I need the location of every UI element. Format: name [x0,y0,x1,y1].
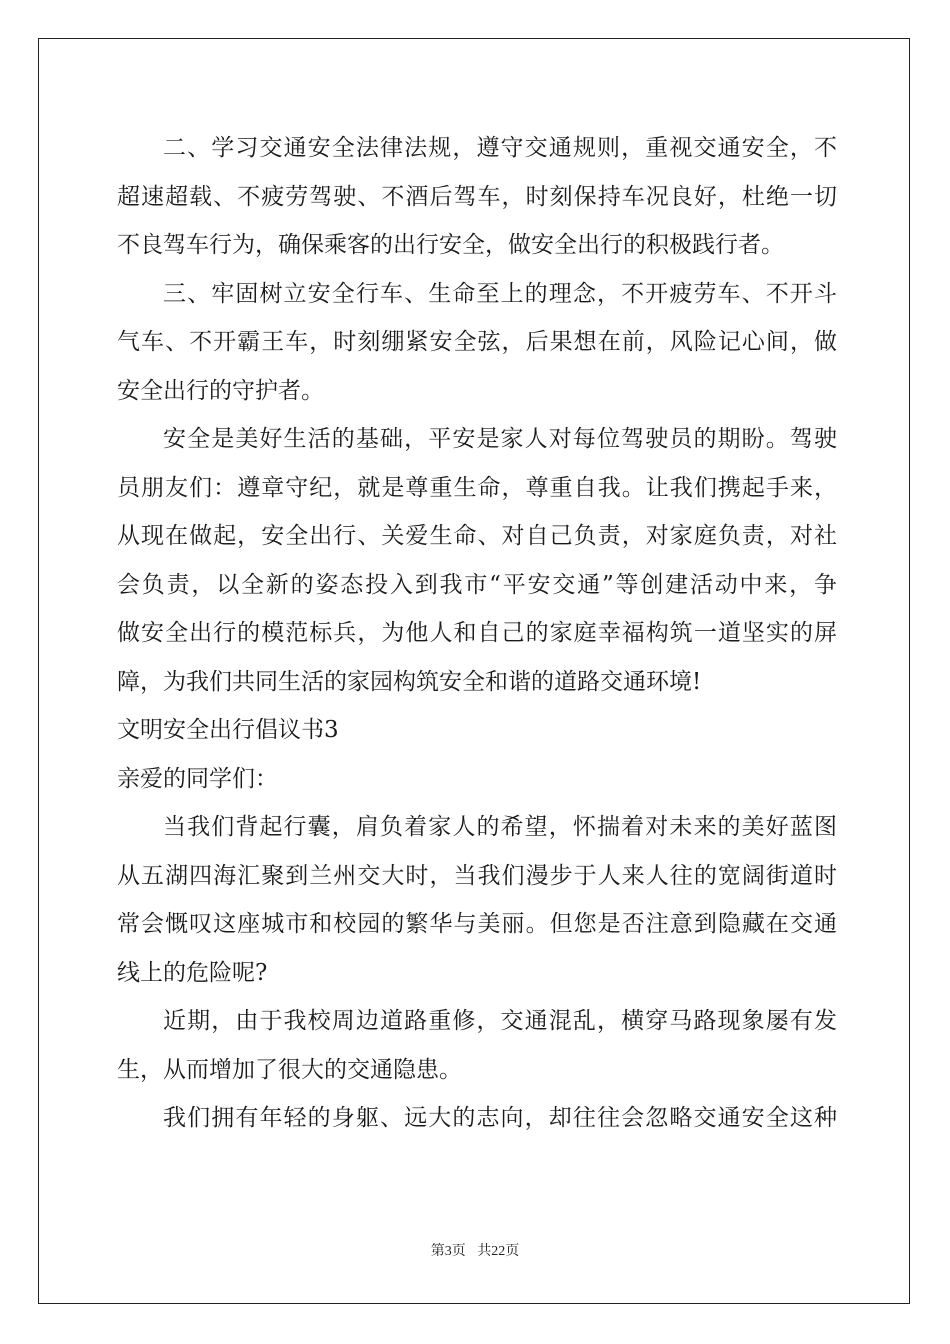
paragraph-line: 障，为我们共同生活的家园构筑安全和谐的道路交通环境! [117,668,702,695]
paragraph-line: 从现在做起，安全出行、关爱生命、对自己负责，对家庭负责，对社 [117,523,837,549]
paragraph-line: 近期，由于我校周边道路重修，交通混乱，横穿马路现象屡有发 [163,1008,837,1034]
paragraph-line: 我们拥有年轻的身躯、远大的志向，却往往会忽略交通安全这种 [163,1105,837,1131]
paragraph-line: 安全是美好生活的基础，平安是家人对每位驾驶员的期盼。驾驶 [163,426,837,452]
paragraph-line: 常会慨叹这座城市和校园的繁华与美丽。但您是否注意到隐藏在交通 [117,911,837,937]
page-number-current: 第3页 [430,1244,466,1259]
paragraph-line: 生，从而增加了很大的交通隐患。 [117,1056,462,1083]
paragraph-line: 安全出行的守护者。 [117,377,324,404]
document-body [117,124,837,1143]
paragraph-line: 员朋友们：遵章守纪，就是尊重生命，尊重自我。让我们携起手来， [117,474,837,501]
paragraph-line: 从五湖四海汇聚到兰州交大时，当我们漫步于人来人往的宽阔街道时 [117,862,837,889]
salutation: 亲爱的同学们： [117,765,278,792]
paragraph-line: 二、学习交通安全法律法规，遵守交通规则，重视交通安全，不 [163,135,837,161]
paragraph-line: 线上的危险呢? [117,959,268,986]
paragraph-line: 当我们背起行囊，肩负着家人的希望，怀揣着对未来的美好蓝图 [163,814,837,840]
paragraph-line: 三、牢固树立安全行车、生命至上的理念，不开疲劳车、不开斗 [163,280,837,307]
section-title: 文明安全出行倡议书3 [117,717,339,743]
paragraph-line: 会负责，以全新的姿态投入到我市“平安交通”等创建活动中来，争 [117,571,837,598]
page-footer [0,1240,950,1260]
paragraph-line: 做安全出行的模范标兵，为他人和自己的家庭幸福构筑一道坚实的屏 [117,620,837,646]
page-number-total: 共22页 [477,1244,520,1259]
paragraph-line: 不良驾车行为，确保乘客的出行安全，做安全出行的积极践行者。 [117,232,784,258]
paragraph-line: 超速超载、不疲劳驾驶、不酒后驾车，时刻保持车况良好，杜绝一切 [117,183,837,210]
paragraph-line: 气车、不开霸王车，时刻绷紧安全弦，后果想在前，风险记心间，做 [117,329,837,355]
